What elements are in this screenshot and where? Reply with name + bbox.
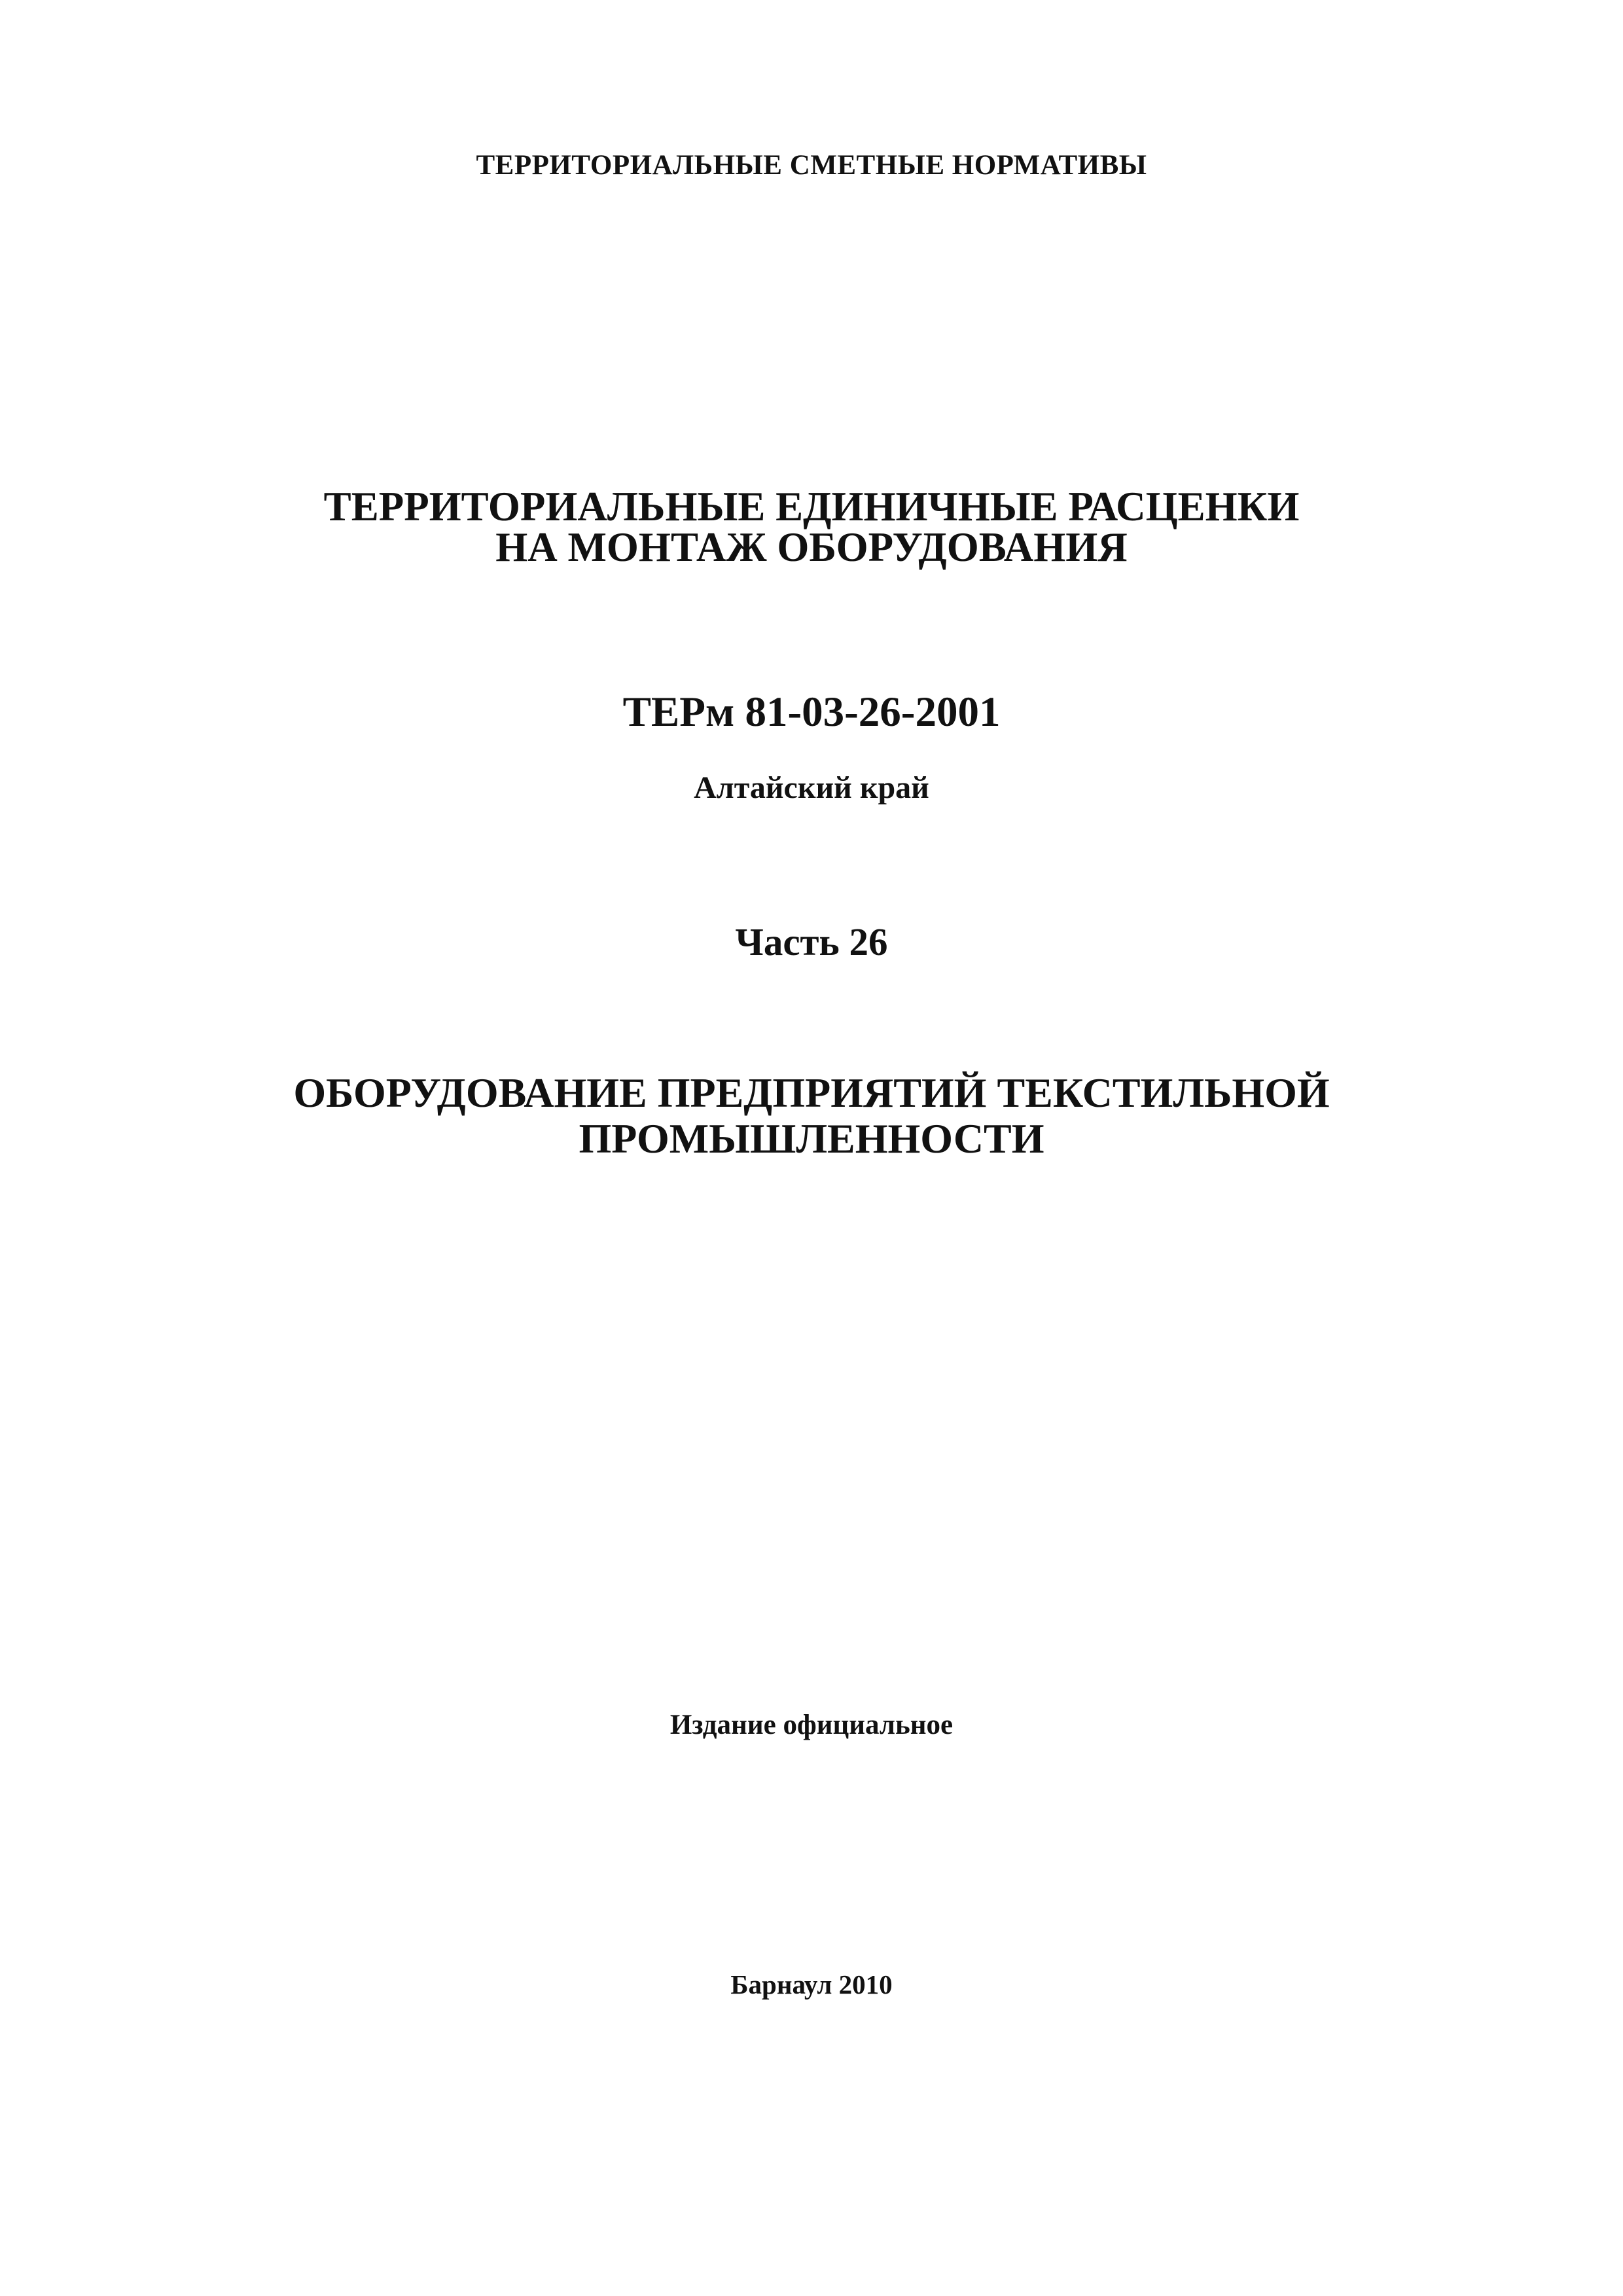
section-title-line-2: ПРОМЫШЛЕННОСТИ [579,1115,1044,1162]
main-title-line-2: НА МОНТАЖ ОБОРУДОВАНИЯ [495,524,1128,570]
region-label: Алтайский край [694,770,929,805]
document-code: ТЕРм 81-03-26-2001 [622,689,1001,736]
series-header: ТЕРРИТОРИАЛЬНЫЕ СМЕТНЫЕ НОРМАТИВЫ [476,150,1147,181]
city-year: Барнаул 2010 [730,1969,893,2000]
edition-label: Издание официальное [669,1710,954,1740]
section-title-line-1: ОБОРУДОВАНИЕ ПРЕДПРИЯТИЙ ТЕКСТИЛЬНОЙ [293,1069,1330,1116]
main-title-line-1: ТЕРРИТОРИАЛЬНЫЕ ЕДИНИЧНЫЕ РАСЦЕНКИ [323,484,1300,529]
part-number: Часть 26 [735,920,888,963]
